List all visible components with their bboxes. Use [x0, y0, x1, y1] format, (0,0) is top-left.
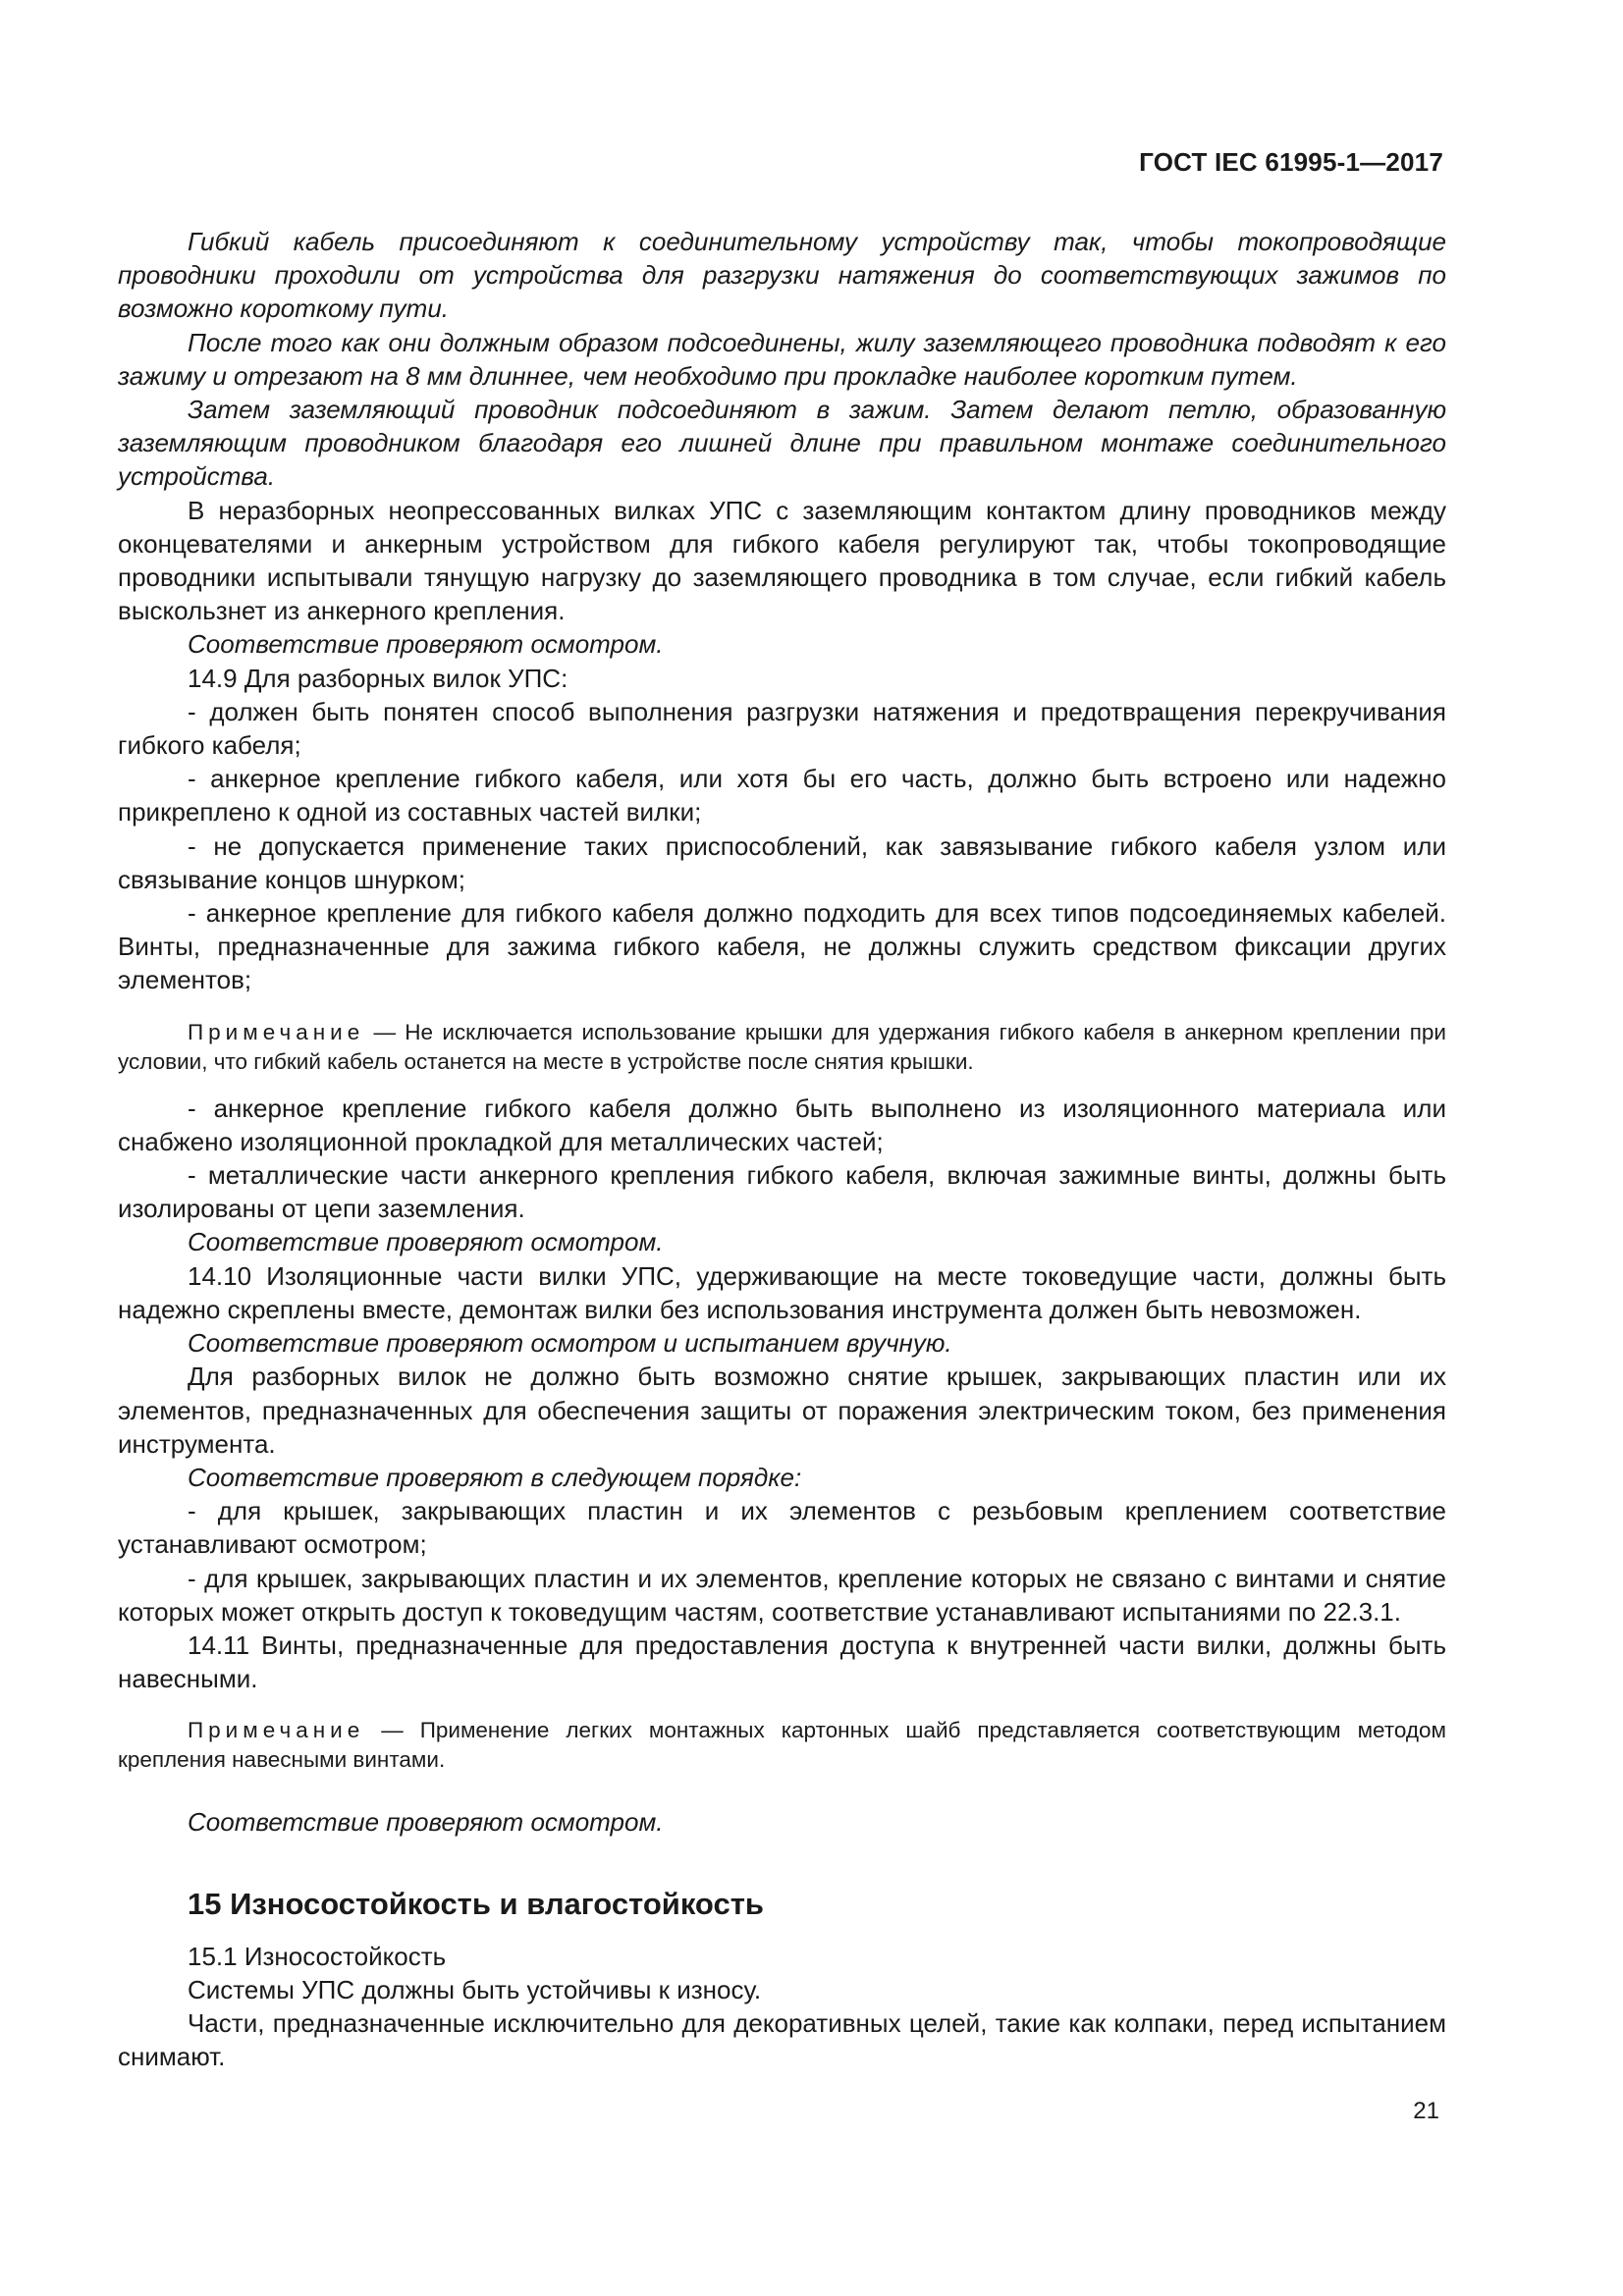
paragraph: Для разборных вилок не должно быть возможно снятие крышек, закрывающих пластин или их элементов, предназначенных для обеспечения защиты от поражения электрическим током, без применения инструмента.: [118, 1362, 1446, 1459]
paragraph: После того как они должным образом подсоединены, жилу заземляющего проводника подводят к его зажиму и отрезают на 8 мм длиннее, чем необходимо при прокладке наиболее коротким путем.: [118, 327, 1446, 391]
note: [118, 1716, 1446, 1775]
compliance-check: Соответствие проверяют осмотром.: [188, 1227, 664, 1257]
list-item: - должен быть понятен способ выполнения разгрузки натяжения и предотвращения перекручивания гибкого кабеля;: [118, 696, 1446, 761]
list-item: - анкерное крепление гибкого кабеля, или хотя бы его часть, должно быть встроено или надежно прикреплено к одной из составных частей вилки;: [118, 764, 1446, 828]
clause-14-9: 14.9 Для разборных вилок УПС:: [188, 663, 568, 693]
page-content: [118, 225, 1446, 2073]
document-header: ГОСТ IEC 61995-1—2017: [1139, 147, 1443, 177]
list-item: - для крышек, закрывающих пластин и их элементов с резьбовым креплением соответствие устанавливают осмотром;: [118, 1496, 1446, 1560]
list-item: - не допускается применение таких приспособлений, как завязывание гибкого кабеля узлом или связывание концов шнурком;: [118, 830, 1446, 894]
note-label: Примечание: [188, 1019, 365, 1044]
paragraph: В неразборных неопрессованных вилках УПС с заземляющим контактом длину проводников между оконцевателями и анкерным устройством для гибкого кабеля регулируют так, чтобы токопроводящие проводники испытывали тянущую нагрузку до заземляющего проводника в том случае, если гибкий кабель выскользнет из анкерного крепления.: [118, 495, 1446, 626]
list-item: - для крышек, закрывающих пластин и их элементов, крепление которых не связано с винтами и снятие которых может открыть доступ к токоведущим частям, соответствие устанавливают испытаниями по 22.3.1.: [118, 1563, 1446, 1627]
compliance-check: Соответствие проверяют в следующем порядке:: [188, 1462, 802, 1492]
note-text: — Применение легких монтажных картонных шайб представляется соответствующим методом крепления навесными винтами.: [118, 1718, 1446, 1773]
note: [118, 1018, 1446, 1077]
list-item: - анкерное крепление для гибкого кабеля должно подходить для всех типов подсоединяемых кабелей. Винты, предназначенные для зажима гибкого кабеля, не должны служить средством фиксации других элементов;: [118, 898, 1446, 995]
clause-14-11: 14.11 Винты, предназначенные для предоставления доступа к внутренней части вилки, должны быть навесными.: [118, 1629, 1446, 1694]
paragraph: Системы УПС должны быть устойчивы к износу.: [188, 1974, 762, 2004]
compliance-check: Соответствие проверяют осмотром и испытанием вручную.: [188, 1328, 952, 1359]
paragraph: Гибкий кабель присоединяют к соединительному устройству так, чтобы токопроводящие проводники проходили от устройства для разгрузки натяжения до соответствующих зажимов по возможно короткому пути.: [118, 227, 1446, 324]
list-item: - металлические части анкерного крепления гибкого кабеля, включая зажимные винты, должны быть изолированы от цепи заземления.: [118, 1160, 1446, 1224]
paragraph: Части, предназначенные исключительно для декоративных целей, такие как колпаки, перед испытанием снимают.: [118, 2007, 1446, 2072]
note-text: — Не исключается использование крышки для удержания гибкого кабеля в анкерном креплении при условии, что гибкий кабель останется на месте в устройстве после снятия крышки.: [118, 1019, 1446, 1074]
section-heading: 15 Износостойкость и влагостойкость: [188, 1886, 764, 1921]
compliance-check: Соответствие проверяют осмотром.: [188, 629, 664, 660]
list-item: - анкерное крепление гибкого кабеля должно быть выполнено из изоляционного материала или снабжено изоляционной прокладкой для металлических частей;: [118, 1093, 1446, 1156]
clause-14-10: 14.10 Изоляционные части вилки УПС, удерживающие на месте токоведущие части, должны быть надежно скреплены вместе, демонтаж вилки без использования инструмента должен быть невозможен.: [118, 1260, 1446, 1324]
clause-15-1: 15.1 Износостойкость: [188, 1941, 447, 1971]
page-number: 21: [1413, 2098, 1439, 2124]
compliance-check: Соответствие проверяют осмотром.: [188, 1807, 664, 1838]
note-label: Примечание: [188, 1718, 365, 1743]
paragraph: Затем заземляющий проводник подсоединяют в зажим. Затем делают петлю, образованную заземляющим проводником благодаря его лишней длине при правильном монтаже соединительного устройства.: [118, 395, 1446, 492]
